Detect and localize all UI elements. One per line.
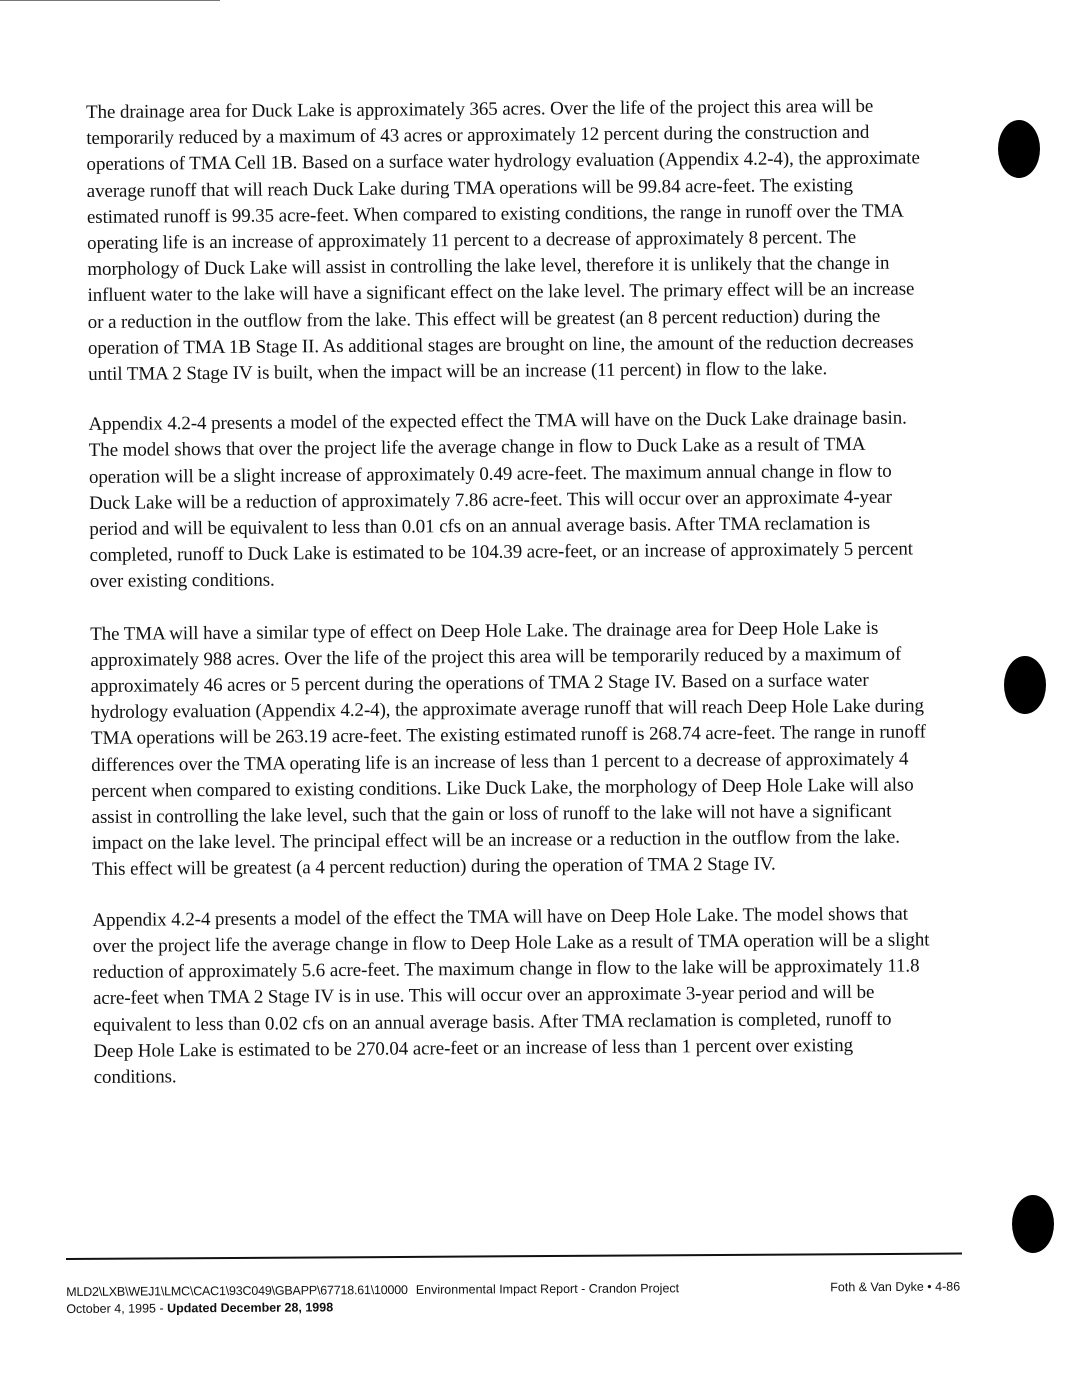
punch-hole-mark xyxy=(998,120,1040,178)
paragraph-deep-hole-lake-drainage: The TMA will have a similar type of effect on Deep Hole Lake. The drainage area for Deep Hole Lake is approximately 988 acres. Over the life of the project this area will be temporarily reduced by a maximum of approximately 46 acres or 5 percent during the operations of TMA 2 Stage IV. Based on a surface water hydrology evaluation (Appendix 4.2-4), the approximate average runoff that will reach Deep Hole Lake during TMA operations will be 263.19 acre-feet. The existing estimated runoff is 268.74 acre-feet. The range in runoff differences over the TMA operating life is an increase of less than 1 percent to a decrease of approximately 4 percent when compared to existing conditions. Like Duck Lake, the morphology of Deep Hole Lake will also assist in controlling the lake level, such that the gain or loss of runoff to the lake will not have a significant impact on the lake level. The principal effect will be an increase or a reduction in the outflow from the lake. This effect will be greatest (a 4 percent reduction) during the operation of TMA 2 Stage IV. xyxy=(90,617,926,881)
punch-hole-mark xyxy=(1004,656,1046,714)
page-footer xyxy=(66,1253,962,1318)
document-body xyxy=(86,93,932,1117)
company-name: Foth & Van Dyke xyxy=(830,1279,924,1295)
footer-left-block xyxy=(66,1280,679,1318)
original-date: October 4, 1995 - xyxy=(66,1301,164,1316)
paragraph-duck-lake-model: Appendix 4.2-4 presents a model of the expected effect the TMA will have on the Duck Lake drainage basin. The model shows that over the project life the average change in flow to Duck Lake as a result of TMA operation will be a slight increase of approximately 0.49 acre-feet. The maximum annual change in flow to Duck Lake will be a reduction of approximately 7.86 acre-feet. This will occur over an approximate 4-year period and will be equivalent to less than 0.01 cfs on an annual average basis. After TMA reclamation is completed, runoff to Duck Lake is estimated to be 104.39 acre-feet, or an increase of approximately 5 percent over existing conditions. xyxy=(88,407,914,593)
bullet-separator: • xyxy=(927,1279,932,1294)
footer-divider xyxy=(66,1253,962,1260)
footer-second-line xyxy=(66,1297,679,1318)
paragraph-duck-lake-drainage: The drainage area for Duck Lake is approximately 365 acres. Over the life of the project this area will be temporarily reduced by a maximum of 43 acres or approximately 12 percent during the construction and operations of TMA Cell 1B. Based on a surface water hydrology evaluation (Appendix 4.2-4), the approximate average runoff that will reach Duck Lake during TMA operations will be 99.84 acre-feet. The existing estimated runoff is 99.35 acre-feet. When compared to existing conditions, the range in runoff over the TMA operating life is an increase of approximately 11 percent to a decrease of approximately 8 percent. The morphology of Duck Lake will assist in controlling the lake level, therefore it is unlikely that the change in influent water to the lake will have a significant effect on the lake level. The primary effect will be an increase or a reduction in the outflow from the lake. This effect will be greatest (an 8 percent reduction) during the operation of TMA 1B Stage II. As additional stages are brought on line, the amount of the reduction decreases until TMA 2 Stage IV is built, when the impact will be an increase (11 percent) in flow to the lake. xyxy=(86,95,920,386)
file-path: MLD2\LXB\WEJ1\LMC\CAC1\93C049\GBAPP\67718.61\10000 xyxy=(66,1282,408,1299)
footer-right-block xyxy=(830,1279,962,1297)
report-title: Environmental Impact Report - Crandon Project xyxy=(415,1281,680,1297)
punch-hole-mark xyxy=(1012,1195,1054,1253)
paragraph-deep-hole-lake-model: Appendix 4.2-4 presents a model of the effect the TMA will have on Deep Hole Lake. The model shows that over the project life the average change in flow to Deep Hole Lake as a result of TMA operation will be a slight reduction of approximately 5.6 acre-feet. The maximum change in flow to the lake will be approximately 11.8 acre-feet when TMA 2 Stage IV is in use. This will occur over an approximate 3-year period and will be equivalent to less than 0.02 cfs on an annual average basis. After TMA reclamation is completed, runoff to Deep Hole Lake is estimated to be 270.04 acre-feet or an increase of less than 1 percent over existing conditions. xyxy=(92,903,930,1088)
scan-edge-line xyxy=(0,0,220,1)
page-number: 4-86 xyxy=(935,1279,961,1294)
updated-date: Updated December 28, 1998 xyxy=(167,1300,334,1316)
footer-row xyxy=(66,1279,962,1318)
